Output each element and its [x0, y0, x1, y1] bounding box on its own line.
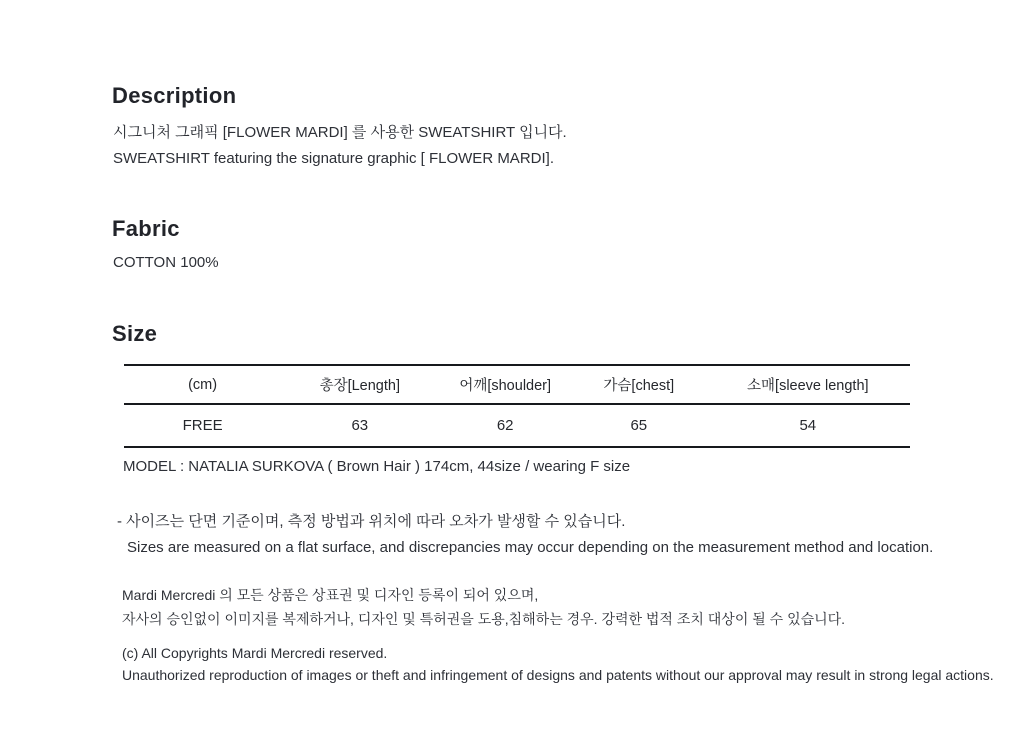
- size-table: [124, 364, 910, 448]
- description-heading: Description: [112, 83, 237, 108]
- size-note-ko: - 사이즈는 단면 기준이며, 측정 방법과 위치에 따라 오차가 발생할 수 있습니다.: [117, 513, 626, 530]
- description-text: [113, 120, 567, 172]
- size-table-body: [124, 404, 910, 447]
- size-table-header-cell-cm: (cm): [188, 376, 218, 393]
- size-table-header: [124, 365, 910, 404]
- size-note-en: Sizes are measured on a flat surface, and discrepancies may occur depending on the measurement method and location.: [127, 539, 934, 556]
- description-line-en: SWEATSHIRT featuring the signature graphic [ FLOWER MARDI].: [113, 150, 554, 167]
- size-table-row-free: [124, 404, 910, 447]
- legal-ko-line1: Mardi Mercredi 의 모든 상품은 상표권 및 디자인 등록이 되어 있으며,: [122, 587, 539, 603]
- copyright-line1: (c) All Copyrights Mardi Mercredi reserved.: [122, 645, 388, 661]
- copyright-notice: [122, 642, 994, 686]
- copyright-line2: Unauthorized reproduction of images or theft and infringement of designs and patents without our approval may result in strong legal actions.: [122, 667, 994, 683]
- size-cell-size-label: FREE: [182, 417, 223, 434]
- fabric-content: COTTON 100%: [113, 254, 219, 271]
- size-table-header-cell-chest: 가슴[chest]: [603, 378, 675, 394]
- legal-ko-line2: 자사의 승인없이 이미지를 복제하거나, 디자인 및 특허권을 도용,침해하는 경우. 강력한 법적 조치 대상이 될 수 있습니다.: [122, 611, 846, 627]
- fabric-heading: Fabric: [112, 216, 180, 241]
- size-heading: Size: [112, 321, 158, 346]
- description-line-ko: 시그니처 그래픽 [FLOWER MARDI] 를 사용한 SWEATSHIRT 입니다.: [113, 124, 567, 141]
- size-cell-shoulder: 62: [496, 417, 514, 434]
- size-note: [117, 509, 933, 561]
- size-table-header-cell-sleeve: 소매[sleeve length]: [747, 378, 869, 394]
- size-cell-chest: 65: [630, 417, 648, 434]
- size-table-header-cell-shoulder: 어깨[shoulder]: [459, 378, 552, 394]
- size-table-header-cell-length: 총장[Length]: [319, 378, 400, 394]
- size-cell-sleeve: 54: [799, 417, 817, 434]
- legal-notice-ko: [122, 583, 845, 631]
- size-table-header-row: [124, 365, 910, 404]
- model-info: MODEL : NATALIA SURKOVA ( Brown Hair ) 174cm, 44size / wearing F size: [123, 458, 631, 475]
- size-cell-length: 63: [351, 417, 369, 434]
